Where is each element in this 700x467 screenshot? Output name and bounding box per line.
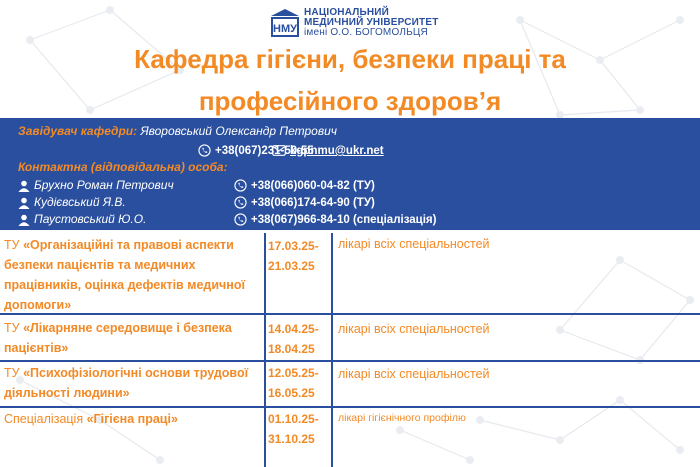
phone-icon	[234, 196, 247, 209]
logo-line-2: МЕДИЧНИЙ УНІВЕРСИТЕТ	[304, 17, 439, 28]
date-from: 17.03.25-	[268, 239, 319, 253]
course-name: «Гігієна праці»	[86, 412, 178, 426]
phone-icon	[234, 179, 247, 192]
course-type: ТУ	[4, 321, 24, 335]
date-from: 14.04.25-	[268, 322, 319, 336]
contact-person-name: Паустовський Ю.О.	[34, 212, 147, 226]
course-dates	[268, 319, 330, 359]
course-name-cell	[4, 318, 262, 358]
table-divider	[0, 406, 700, 408]
logo-line-1: НАЦІОНАЛЬНИЙ	[304, 7, 390, 18]
phone-icon	[234, 213, 247, 226]
table-divider	[331, 362, 333, 407]
contact-person-phone: +38(066)174-64-90 (ТУ)	[251, 197, 375, 209]
date-to: 31.10.25	[268, 432, 315, 446]
contact-person-name: Брухно Роман Петрович	[34, 178, 174, 192]
person-icon	[18, 197, 30, 209]
course-name-cell	[4, 363, 262, 403]
date-from: 01.10.25-	[268, 412, 319, 426]
date-to: 16.05.25	[268, 386, 315, 400]
contacts-panel	[0, 118, 700, 230]
course-dates	[268, 409, 330, 449]
course-dates	[268, 236, 330, 276]
course-type: ТУ	[4, 238, 24, 252]
course-name: «Психофізіологічні основи трудової діяльності людини»	[4, 366, 249, 400]
phone-icon	[198, 144, 211, 157]
table-divider	[264, 315, 266, 361]
person-icon	[18, 214, 30, 226]
university-logo-icon	[270, 8, 300, 38]
date-to: 18.04.25	[268, 342, 315, 356]
page-title-line-1: Кафедра гігієни, безпеки праці та	[134, 44, 566, 74]
table-divider	[264, 362, 266, 407]
table-divider	[0, 360, 700, 362]
course-name: «Лікарняне середовище і безпека пацієнтів»	[4, 321, 232, 355]
course-audience: лікарі всіх спеціальностей	[338, 367, 490, 381]
table-divider	[0, 313, 700, 315]
table-divider	[264, 408, 266, 467]
date-from: 12.05.25-	[268, 366, 319, 380]
course-audience: лікарі всіх спеціальностей	[338, 237, 490, 251]
course-audience: лікарі гігієнічного профілю	[338, 412, 466, 424]
course-type: Спеціалізація	[4, 412, 87, 426]
head-label: Завідувач кафедри:	[18, 124, 138, 138]
course-name-cell	[4, 235, 262, 315]
table-divider	[331, 408, 333, 467]
head-name: Яворовський Олександр Петрович	[140, 124, 337, 138]
course-name: «Організаційні та правові аспекти безпеки пацієнтів та медичних працівників, оцінка дефектів медичної допомоги»	[4, 238, 245, 312]
course-name-cell	[4, 409, 262, 429]
date-to: 21.03.25	[268, 259, 315, 273]
table-divider	[264, 233, 266, 313]
page-title-line-2: професійного здоров’я	[198, 86, 502, 116]
table-divider	[331, 233, 333, 313]
person-icon	[18, 180, 30, 192]
contact-person-name: Кудієвський Я.В.	[34, 195, 126, 209]
contact-person-phone: +38(066)060-04-82 (ТУ)	[251, 180, 375, 192]
contact-person-phone: +38(067)966-84-10 (спеціалізація)	[251, 214, 437, 226]
contact-person-label: Контактна (відповідальна) особа:	[18, 160, 228, 174]
course-type: ТУ	[4, 366, 24, 380]
email-link[interactable]: kgpnmu@ukr.net	[290, 145, 384, 157]
logo-line-3: імені О.О. БОГОМОЛЬЦЯ	[304, 27, 428, 38]
table-divider	[331, 315, 333, 361]
course-dates	[268, 363, 330, 403]
course-audience: лікарі всіх спеціальностей	[338, 322, 490, 336]
head-phone: +38(067)231-50-55	[215, 145, 314, 157]
logo-mark-text: НМУ	[273, 23, 297, 35]
email-icon	[272, 145, 286, 156]
university-logo	[270, 8, 439, 38]
